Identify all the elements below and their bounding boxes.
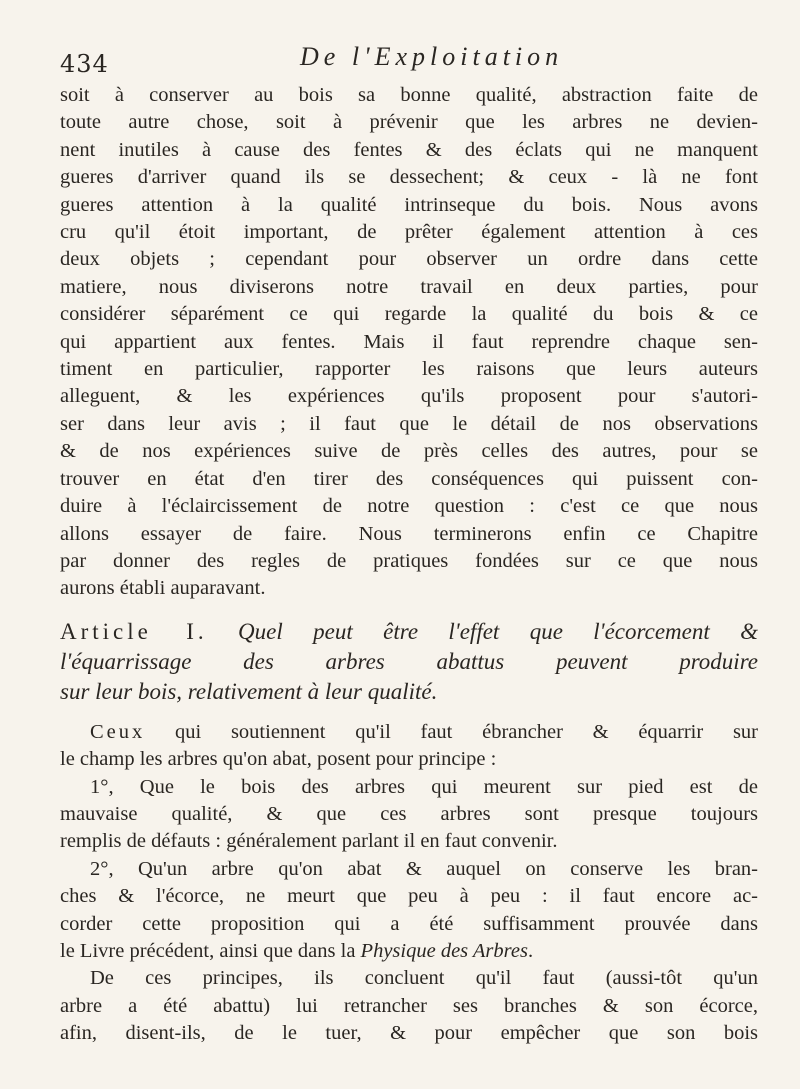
text-line: trouver en état d'en tirer des conséquences qui puissent con- (60, 467, 758, 490)
text-line: duire à l'éclaircissement de notre question : c'est ce que nous (60, 495, 758, 518)
article-heading-line (60, 617, 758, 647)
text-line: par donner des regles de pratiques fondées sur ce que nous (60, 549, 758, 572)
text-line: ches & l'écorce, ne meurt que peu à peu : il faut encore ac- (60, 885, 758, 908)
text-line: mauvaise qualité, & que ces arbres sont presque toujours (60, 802, 758, 825)
text-line: timent en particulier, rapporter les raisons que leurs auteurs (60, 358, 758, 381)
paragraph-2 (60, 719, 758, 774)
paragraph-3 (60, 965, 758, 1047)
text-line: & de nos expériences suive de près celles des autres, pour se (60, 440, 758, 463)
text-line: arbre a été abattu) lui retrancher ses branches & son écorce, (60, 994, 758, 1017)
text-line: gueres attention à la qualité intrinseque du bois. Nous avons (60, 193, 758, 216)
article-title-line: l'équarrissage des arbres abattus peuvent produire (60, 648, 758, 674)
text-line: corder cette proposition qui a été suffisamment prouvée dans (60, 912, 758, 935)
lead-word: Ceux (90, 720, 146, 743)
text-line: soit à conserver au bois sa bonne qualité, abstraction faite de (60, 84, 758, 106)
text-line: considérer séparément ce qui regarde la qualité du bois & ce (60, 303, 758, 326)
text-line: 2°, Qu'un arbre qu'on abat & auquel on conserve les bran- (90, 857, 758, 880)
text-line: matiere, nous diviserons notre travail en deux parties, pour (60, 275, 758, 298)
text-span: . (527, 939, 534, 962)
text-line: De ces principes, ils concluent qu'il faut (aussi-tôt qu'un (90, 967, 758, 990)
paragraph-1 (60, 82, 758, 603)
text-line: cru qu'il étoit important, de prêter également attention à ces (60, 221, 758, 244)
point-1 (60, 774, 758, 856)
text-line: gueres d'arriver quand ils se dessechent; & ceux - là ne font (60, 166, 758, 189)
text-line: nent inutiles à cause des fentes & des éclats qui ne manquent (60, 138, 758, 161)
text-line: alleguent, & les expériences qu'ils proposent pour s'autori- (60, 385, 758, 408)
point-2 (60, 856, 758, 966)
text-line: ser dans leur avis ; il faut que le détail de nos observations (60, 412, 758, 435)
page-number: 434 (60, 50, 109, 78)
text-line (60, 719, 758, 746)
text-span: le Livre précédent, ainsi que dans la (60, 939, 356, 962)
text-line: remplis de défauts : généralement parlant il en faut convenir. (60, 830, 558, 853)
text-line: afin, disent-ils, de le tuer, & pour empêcher que son bois (60, 1022, 758, 1045)
text-line: 1°, Que le bois des arbres qui meurent sur pied est de (90, 775, 758, 798)
text-line: aurons établi auparavant. (60, 577, 266, 600)
running-title: De l'Exploitation (300, 42, 564, 71)
article-title-line: sur leur bois, relativement à leur qualité. (60, 678, 438, 704)
article-heading (60, 617, 758, 707)
text-line (60, 938, 758, 965)
text-line: toute autre chose, soit à prévenir que les arbres ne devien- (60, 111, 758, 134)
text-span: qui soutiennent qu'il faut ébrancher & équarrir sur (175, 720, 758, 743)
text-line: qui appartient aux fentes. Mais il faut reprendre chaque sen- (60, 330, 758, 353)
text-line: le champ les arbres qu'on abat, posent pour principe : (60, 748, 497, 771)
article-title-line: Quel peut être l'effet que l'écorcement & (238, 618, 759, 644)
text-line: deux objets ; cependant pour observer un ordre dans cette (60, 248, 758, 271)
running-head (60, 42, 760, 82)
text-line: allons essayer de faire. Nous terminerons enfin ce Chapitre (60, 522, 758, 545)
body-text (60, 82, 758, 1048)
book-title-reference: Physique des Arbres (360, 939, 528, 962)
article-label: Article I. (60, 618, 208, 644)
